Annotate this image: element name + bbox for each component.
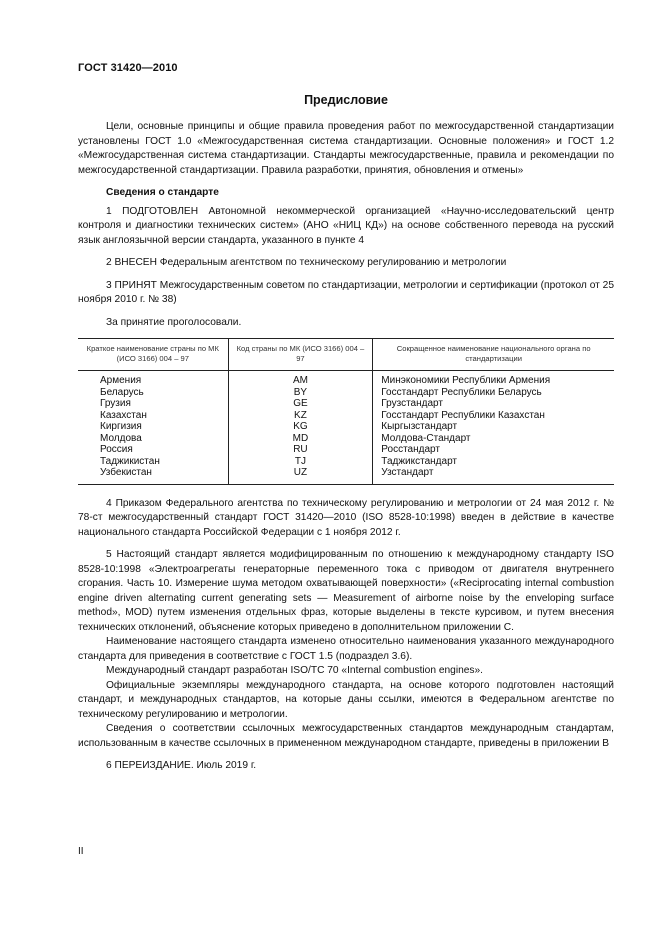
standards-body: Росстандарт <box>373 444 614 456</box>
standards-body: Минэкономики Республики Армения <box>373 371 614 387</box>
table-row <box>78 371 614 387</box>
item-3-adopted: 3 ПРИНЯТ Межгосударственным советом по стандартизации, метрологии и сертификации (протокол от 25 ноября 2010 г. № 38) <box>78 279 614 305</box>
country-name: Молдова <box>100 432 142 444</box>
document-code: ГОСТ 31420—2010 <box>78 62 178 74</box>
standards-body: Госстандарт Республики Казахстан <box>373 410 614 422</box>
country-name: Армения <box>100 375 142 386</box>
item-5-references: Сведения о соответствии ссылочных межгосударственных стандартов международным стандартам, использованным в качестве ссылочных в примененном международном стандарте, приведены в приложении В <box>78 723 614 749</box>
country-name: Казахстан <box>100 409 147 421</box>
country-name: Узбекистан <box>78 467 228 484</box>
section-heading: Сведения о стандарте <box>106 187 219 198</box>
table-header-row <box>78 339 614 371</box>
country-name: Россия <box>100 444 133 455</box>
table-row <box>78 398 614 410</box>
standards-body: Госстандарт Республики Беларусь <box>373 387 614 399</box>
voted-label: За принятие проголосовали. <box>106 316 242 328</box>
table-row <box>78 467 614 484</box>
country-name: Киргизия <box>100 421 142 432</box>
item-5-developer: Международный стандарт разработан ISO/TC 70 «Internal combustion engines». <box>106 665 484 676</box>
item-2-submitted: 2 ВНЕСЕН Федеральным агентством по техническому регулированию и метрологии <box>106 257 507 268</box>
table-row <box>78 387 614 399</box>
country-code: GE <box>228 398 373 410</box>
item-5-official-copies: Официальные экземпляры международного стандарта, на основе которого подготовлен настоящий стандарт, и международных стандартов, на которые даны ссылки, имеются в Федеральном агентстве по техническому регулированию и метрологии. <box>78 679 614 720</box>
item-5-modified: 5 Настоящий стандарт является модифицированным по отношению к международному стандарту ISO 8528-10:1998 «Электроагрегаты генераторные переменного тока с приводом от двигателя внутреннего сгорания. Часть 10. Измерение шума методом охватывающей поверхности» («Reciprocating internal combustion engine driven alternating current generating sets — Measurement of airborne noise by the enveloping surface method», MOD) путем изменения отдельных фраз, которые выделены в тексте курсивом, и путем внесения технических отклонений, объяснение которых приведено в дополнительном приложении С. <box>78 549 614 633</box>
header-country-name: Краткое наименование страны по МК (ИСО 3166) 004 – 97 <box>78 339 228 371</box>
intro-paragraph: Цели, основные принципы и общие правила проведения работ по межгосударственной стандартизации установлены ГОСТ 1.0 «Межгосударственная система стандартизации. Основные положения» и ГОСТ 1.2 «Межгосударственная система стандартизации. Стандарты межгосударственные, правила и рекомендации по межгосударственной стандартизации. Правила разработки, принятия, обновления и отмены» <box>78 121 614 176</box>
standards-body: Грузстандарт <box>373 398 614 410</box>
item-1-prepared: 1 ПОДГОТОВЛЕН Автономной некоммерческой организацией «Научно-исследовательский центр контроля и диагностики технических систем» (АНО «НИЦ КД») на основе собственного перевода на русский язык англоязычной версии стандарта, указанного в пункте 4 <box>78 205 614 246</box>
country-name: Грузия <box>100 398 131 409</box>
country-code: RU <box>228 444 373 456</box>
country-code: KZ <box>228 410 373 422</box>
country-code: AM <box>228 371 373 387</box>
country-name: Таджикистан <box>100 455 160 467</box>
standards-body: Узстандарт <box>373 467 614 484</box>
table-row <box>78 433 614 445</box>
page-title: Предисловие <box>304 93 388 107</box>
country-code: TJ <box>228 456 373 468</box>
table-row <box>78 421 614 433</box>
country-code: KG <box>228 421 373 433</box>
standards-body: Молдова-Стандарт <box>373 433 614 445</box>
country-code: UZ <box>228 467 373 484</box>
voting-table <box>78 338 614 485</box>
item-5-name-change: Наименование настоящего стандарта изменено относительно наименования указанного международного стандарта для приведения в соответствие с ГОСТ 1.5 (подраздел 3.6). <box>78 636 614 662</box>
item-4-order: 4 Приказом Федерального агентства по техническому регулированию и метрологии от 24 мая 2012 г. № 78-ст межгосударственный стандарт ГОСТ 31420—2010 (ISO 8528-10:1998) введен в действие в качестве национального стандарта Российской Федерации с 1 ноября 2012 г. <box>78 497 614 538</box>
country-name: Беларусь <box>100 386 144 398</box>
table-row <box>78 456 614 468</box>
header-standards-body: Сокращенное наименование национального органа по стандартизации <box>373 339 614 371</box>
country-code: BY <box>228 387 373 399</box>
standards-body: Кыргызстандарт <box>373 421 614 433</box>
header-country-code: Код страны по МК (ИСО 3166) 004 – 97 <box>228 339 373 371</box>
table-row <box>78 444 614 456</box>
page-number: II <box>78 846 84 857</box>
item-6-reissue: 6 ПЕРЕИЗДАНИЕ. Июль 2019 г. <box>106 760 257 771</box>
country-code: MD <box>228 433 373 445</box>
standards-body: Таджикстандарт <box>373 456 614 468</box>
document-body <box>78 120 614 774</box>
table-row <box>78 410 614 422</box>
